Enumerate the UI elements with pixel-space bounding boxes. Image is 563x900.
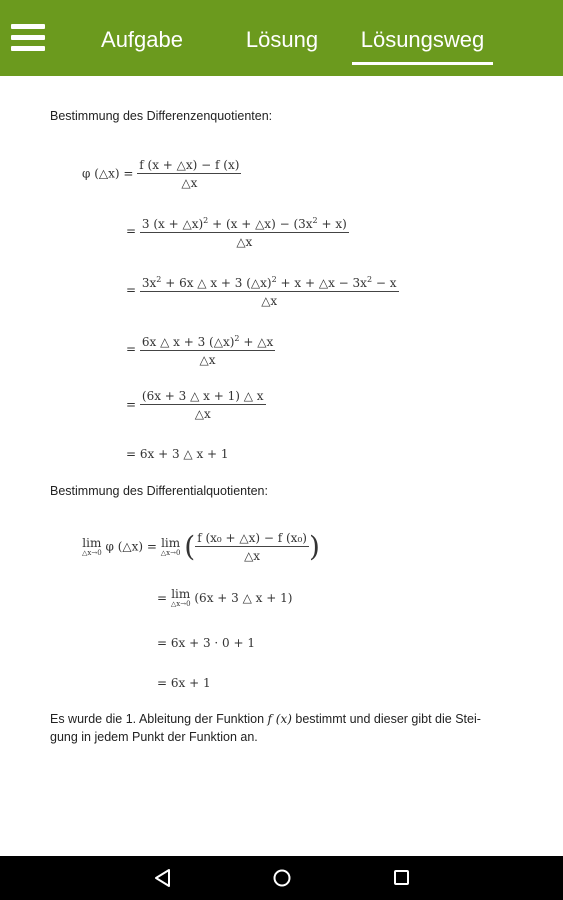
hamburger-menu-icon[interactable] xyxy=(11,24,45,52)
limit-equation-1-numerator: f (x₀ + △x) − f (x₀) xyxy=(197,531,307,545)
eq2-num-exponent: 2 xyxy=(203,216,209,225)
limit-word-1: lim xyxy=(82,535,102,550)
eq2-num-part-c: + x) xyxy=(321,217,347,231)
solution-content xyxy=(0,76,563,856)
left-paren: ( xyxy=(184,530,196,563)
equation-4-denominator: △x xyxy=(140,350,275,367)
eq3-num-exponent-1: 2 xyxy=(156,275,162,284)
active-tab-indicator xyxy=(352,62,493,65)
limit-equation-2 xyxy=(157,588,292,609)
equation-3-denominator: △x xyxy=(140,291,399,308)
back-icon[interactable] xyxy=(150,866,176,890)
equation-3-equals: = xyxy=(126,283,137,297)
recent-apps-icon[interactable] xyxy=(389,866,415,890)
app-bar xyxy=(0,0,563,76)
equation-3-numerator xyxy=(140,273,399,291)
limit-subscript-1: △x→0 xyxy=(82,548,102,557)
limit-operator-3 xyxy=(171,588,191,609)
equation-1-fraction xyxy=(137,158,241,190)
equation-4-equals: = xyxy=(126,342,137,356)
equation-2-numerator xyxy=(140,214,349,232)
equation-3-fraction xyxy=(140,273,399,308)
limit-equation-1-phi: φ (△x) = xyxy=(105,539,157,554)
conclusion-function: f (x) xyxy=(267,712,292,726)
limit-subscript-3: △x→0 xyxy=(170,600,191,608)
limit-equation-1-denominator: △x xyxy=(195,546,309,563)
eq3-num-part-c: + x + △x − 3x xyxy=(280,276,367,290)
eq2-num-part-b: + (x + △x) − (3x xyxy=(212,217,313,231)
tab-aufgabe[interactable]: Aufgabe xyxy=(101,27,183,52)
conclusion-part-1: Es wurde die 1. Ableitung der Funktion xyxy=(50,712,265,726)
right-paren: ) xyxy=(308,530,320,563)
limit-equation-2-equals: = xyxy=(157,591,168,605)
limit-equation-2-expression: (6x + 3 △ x + 1) xyxy=(194,591,293,605)
limit-word-3: lim xyxy=(171,587,191,601)
limit-equation-3: = 6x + 3 · 0 + 1 xyxy=(157,636,255,650)
limit-equation-1 xyxy=(82,531,320,563)
limit-word-2: lim xyxy=(161,535,181,550)
equation-1-numerator: f (x + △x) − f (x) xyxy=(139,158,240,172)
limit-operator-1 xyxy=(82,537,102,558)
equation-2-equals: = xyxy=(126,224,137,238)
section-heading-differential-quotient: Bestimmung des Differentialquotienten: xyxy=(50,484,268,498)
tab-loesung[interactable]: Lösung xyxy=(245,27,319,52)
eq4-num-part-b: + △x xyxy=(243,335,274,349)
equation-5-numerator: (6x + 3 △ x + 1) △ x xyxy=(141,389,264,403)
equation-2 xyxy=(126,214,349,249)
limit-equation-1-fraction xyxy=(195,531,309,563)
eq3-num-part-a: 3x xyxy=(141,276,157,290)
eq3-num-exponent-2: 2 xyxy=(271,275,277,284)
eq3-num-part-b: + 6x △ x + 3 (△x) xyxy=(165,276,272,290)
limit-subscript-2: △x→0 xyxy=(160,548,181,557)
eq4-num-part-a: 6x △ x + 3 (△x) xyxy=(141,335,235,349)
system-navigation-bar xyxy=(0,856,563,900)
equation-5-equals: = xyxy=(126,397,137,412)
limit-equation-4: = 6x + 1 xyxy=(157,676,211,690)
eq4-num-exponent: 2 xyxy=(234,334,240,343)
equation-5-fraction xyxy=(140,389,266,421)
home-icon[interactable] xyxy=(269,866,295,890)
eq3-num-part-d: − x xyxy=(375,276,397,290)
equation-4 xyxy=(126,332,275,367)
equation-5 xyxy=(126,389,266,421)
conclusion-line-2: gung in jedem Punkt der Funktion an. xyxy=(50,730,258,744)
equation-2-denominator: △x xyxy=(140,232,349,249)
equation-1-denominator: △x xyxy=(137,173,241,190)
equation-1-lhs: φ (△x) = xyxy=(82,166,134,181)
conclusion-part-2: bestimmt und dieser gibt die Stei- xyxy=(295,712,481,726)
equation-3 xyxy=(126,273,399,308)
equation-1 xyxy=(82,158,241,190)
equation-4-fraction xyxy=(140,332,275,367)
eq2-num-part-a: 3 (x + △x) xyxy=(141,217,204,231)
equation-4-numerator xyxy=(140,332,275,350)
equation-6: = 6x + 3 △ x + 1 xyxy=(126,447,229,461)
equation-2-fraction xyxy=(140,214,349,249)
tab-loesungsweg[interactable]: Lösungsweg xyxy=(360,27,485,52)
equation-5-denominator: △x xyxy=(140,404,266,421)
conclusion-text xyxy=(50,710,530,746)
eq2-num-exponent-2: 2 xyxy=(312,216,318,225)
eq3-num-exponent-3: 2 xyxy=(366,275,373,284)
section-heading-difference-quotient: Bestimmung des Differenzenquotienten: xyxy=(50,109,273,123)
limit-operator-2 xyxy=(161,537,181,558)
